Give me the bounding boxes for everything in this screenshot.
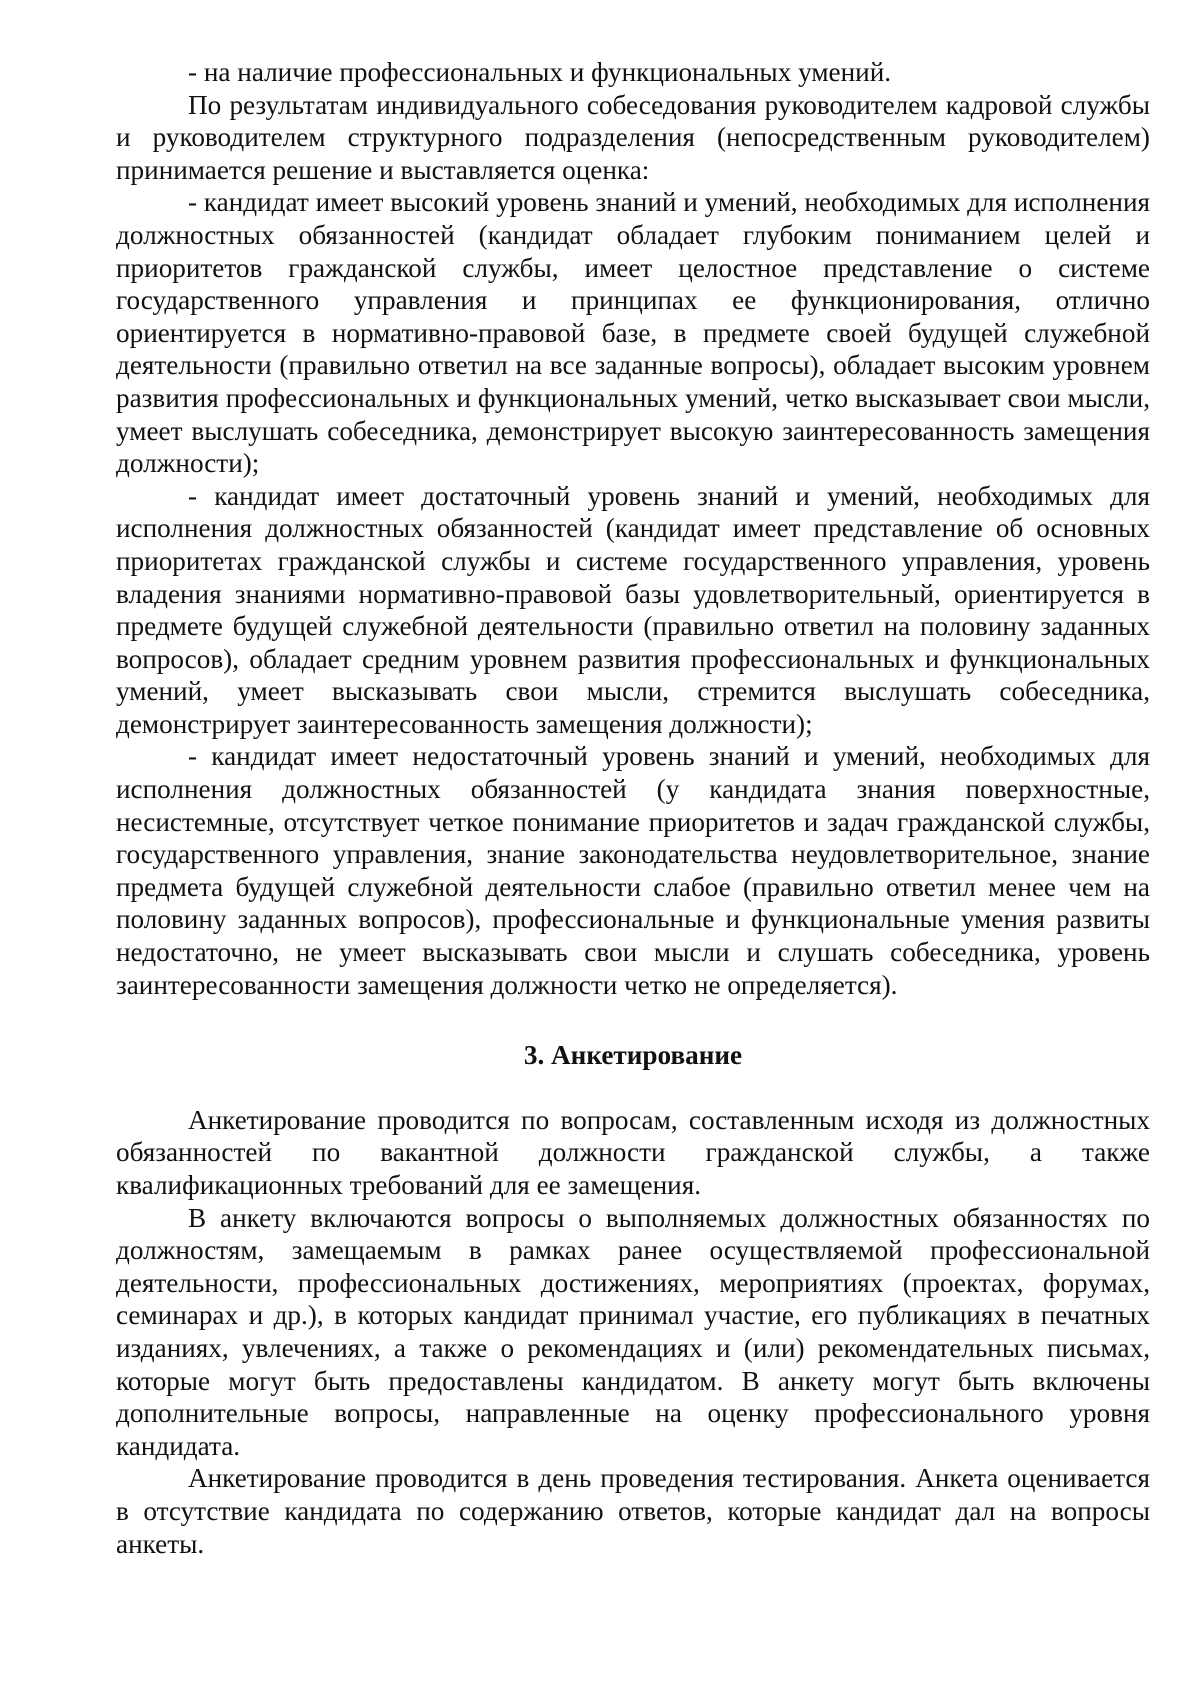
paragraph-questionnaire-contents: В анкету включаются вопросы о выполняемых должностных обязанностях по должностям, замещаемым в рамках ранее осуществляемой профессиональной деятельности, профессиональных достижениях, мероприятиях (проектах, форумах, семинарах и др.), в которых кандидат принимал участие, его публикациях в печатных изданиях, увлечениях, а также о рекомендациях и (или) рекомендательных письмах, которые могут быть предоставлены кандидатом. В анкету могут быть включены дополнительные вопросы, направленные на оценку профессионального уровня кандидата. [116,1202,1150,1461]
section-heading: 3. Анкетирование [523,1040,743,1071]
paragraph-skills-criterion: - на наличие профессиональных и функциональных умений. [188,57,892,87]
paragraph-sufficient-level: - кандидат имеет достаточный уровень знаний и умений, необходимых для исполнения должностных обязанностей (кандидат имеет представление об основных приоритетах гражданской службы и системе государственного управления, уровень владения знаниями нормативно-правовой базы удовлетворительный, ориентируется в предмете будущей служебной деятельности (правильно ответил на половину заданных вопросов), обладает средним уровнем развития профессиональных и функциональных умений, умеет высказывать свои мысли, стремится выслушать собеседника, демонстрирует заинтересованность замещения должности); [116,480,1150,739]
document-page [116,56,1150,1560]
paragraph-questionnaire-topics: Анкетирование проводится по вопросам, составленным исходя из должностных обязанностей по вакантной должности гражданской службы, а также квалификационных требований для ее замещения. [116,1104,1150,1200]
paragraph-insufficient-level: - кандидат имеет недостаточный уровень знаний и умений, необходимых для исполнения должностных обязанностей (у кандидата знания поверхностные, несистемные, отсутствует четкое понимание приоритетов и задач гражданской службы, государственного управления, знание законодательства неудовлетворительное, знание предмета будущей служебной деятельности слабое (правильно ответил менее чем на половину заданных вопросов), профессиональные и функциональные умения развиты недостаточно, не умеет высказывать свои мысли и слушать собеседника, уровень заинтересованности замещения должности четко не определяется). [116,741,1150,1000]
paragraph-high-level: - кандидат имеет высокий уровень знаний и умений, необходимых для исполнения должностных обязанностей (кандидат обладает глубоким пониманием целей и приоритетов гражданской службы, имеет целостное представление о системе государственного управления и принципах ее функционирования, отлично ориентируется в нормативно-правовой базе, в предмете своей будущей служебной деятельности (правильно ответил на все заданные вопросы), обладает высоким уровнем развития профессиональных и функциональных умений, четко высказывает свои мысли, умеет выслушать собеседника, демонстрирует высокую заинтересованность замещения должности); [116,187,1150,479]
paragraph-interview-decision: По результатам индивидуального собеседования руководителем кадровой службы и руководителем структурного подразделения (непосредственным руководителем) принимается решение и выставляется оценка: [116,89,1150,185]
paragraph-questionnaire-evaluation: Анкетирование проводится в день проведения тестирования. Анкета оценивается в отсутствие кандидата по содержанию ответов, которые кандидат дал на вопросы анкеты. [116,1463,1150,1559]
